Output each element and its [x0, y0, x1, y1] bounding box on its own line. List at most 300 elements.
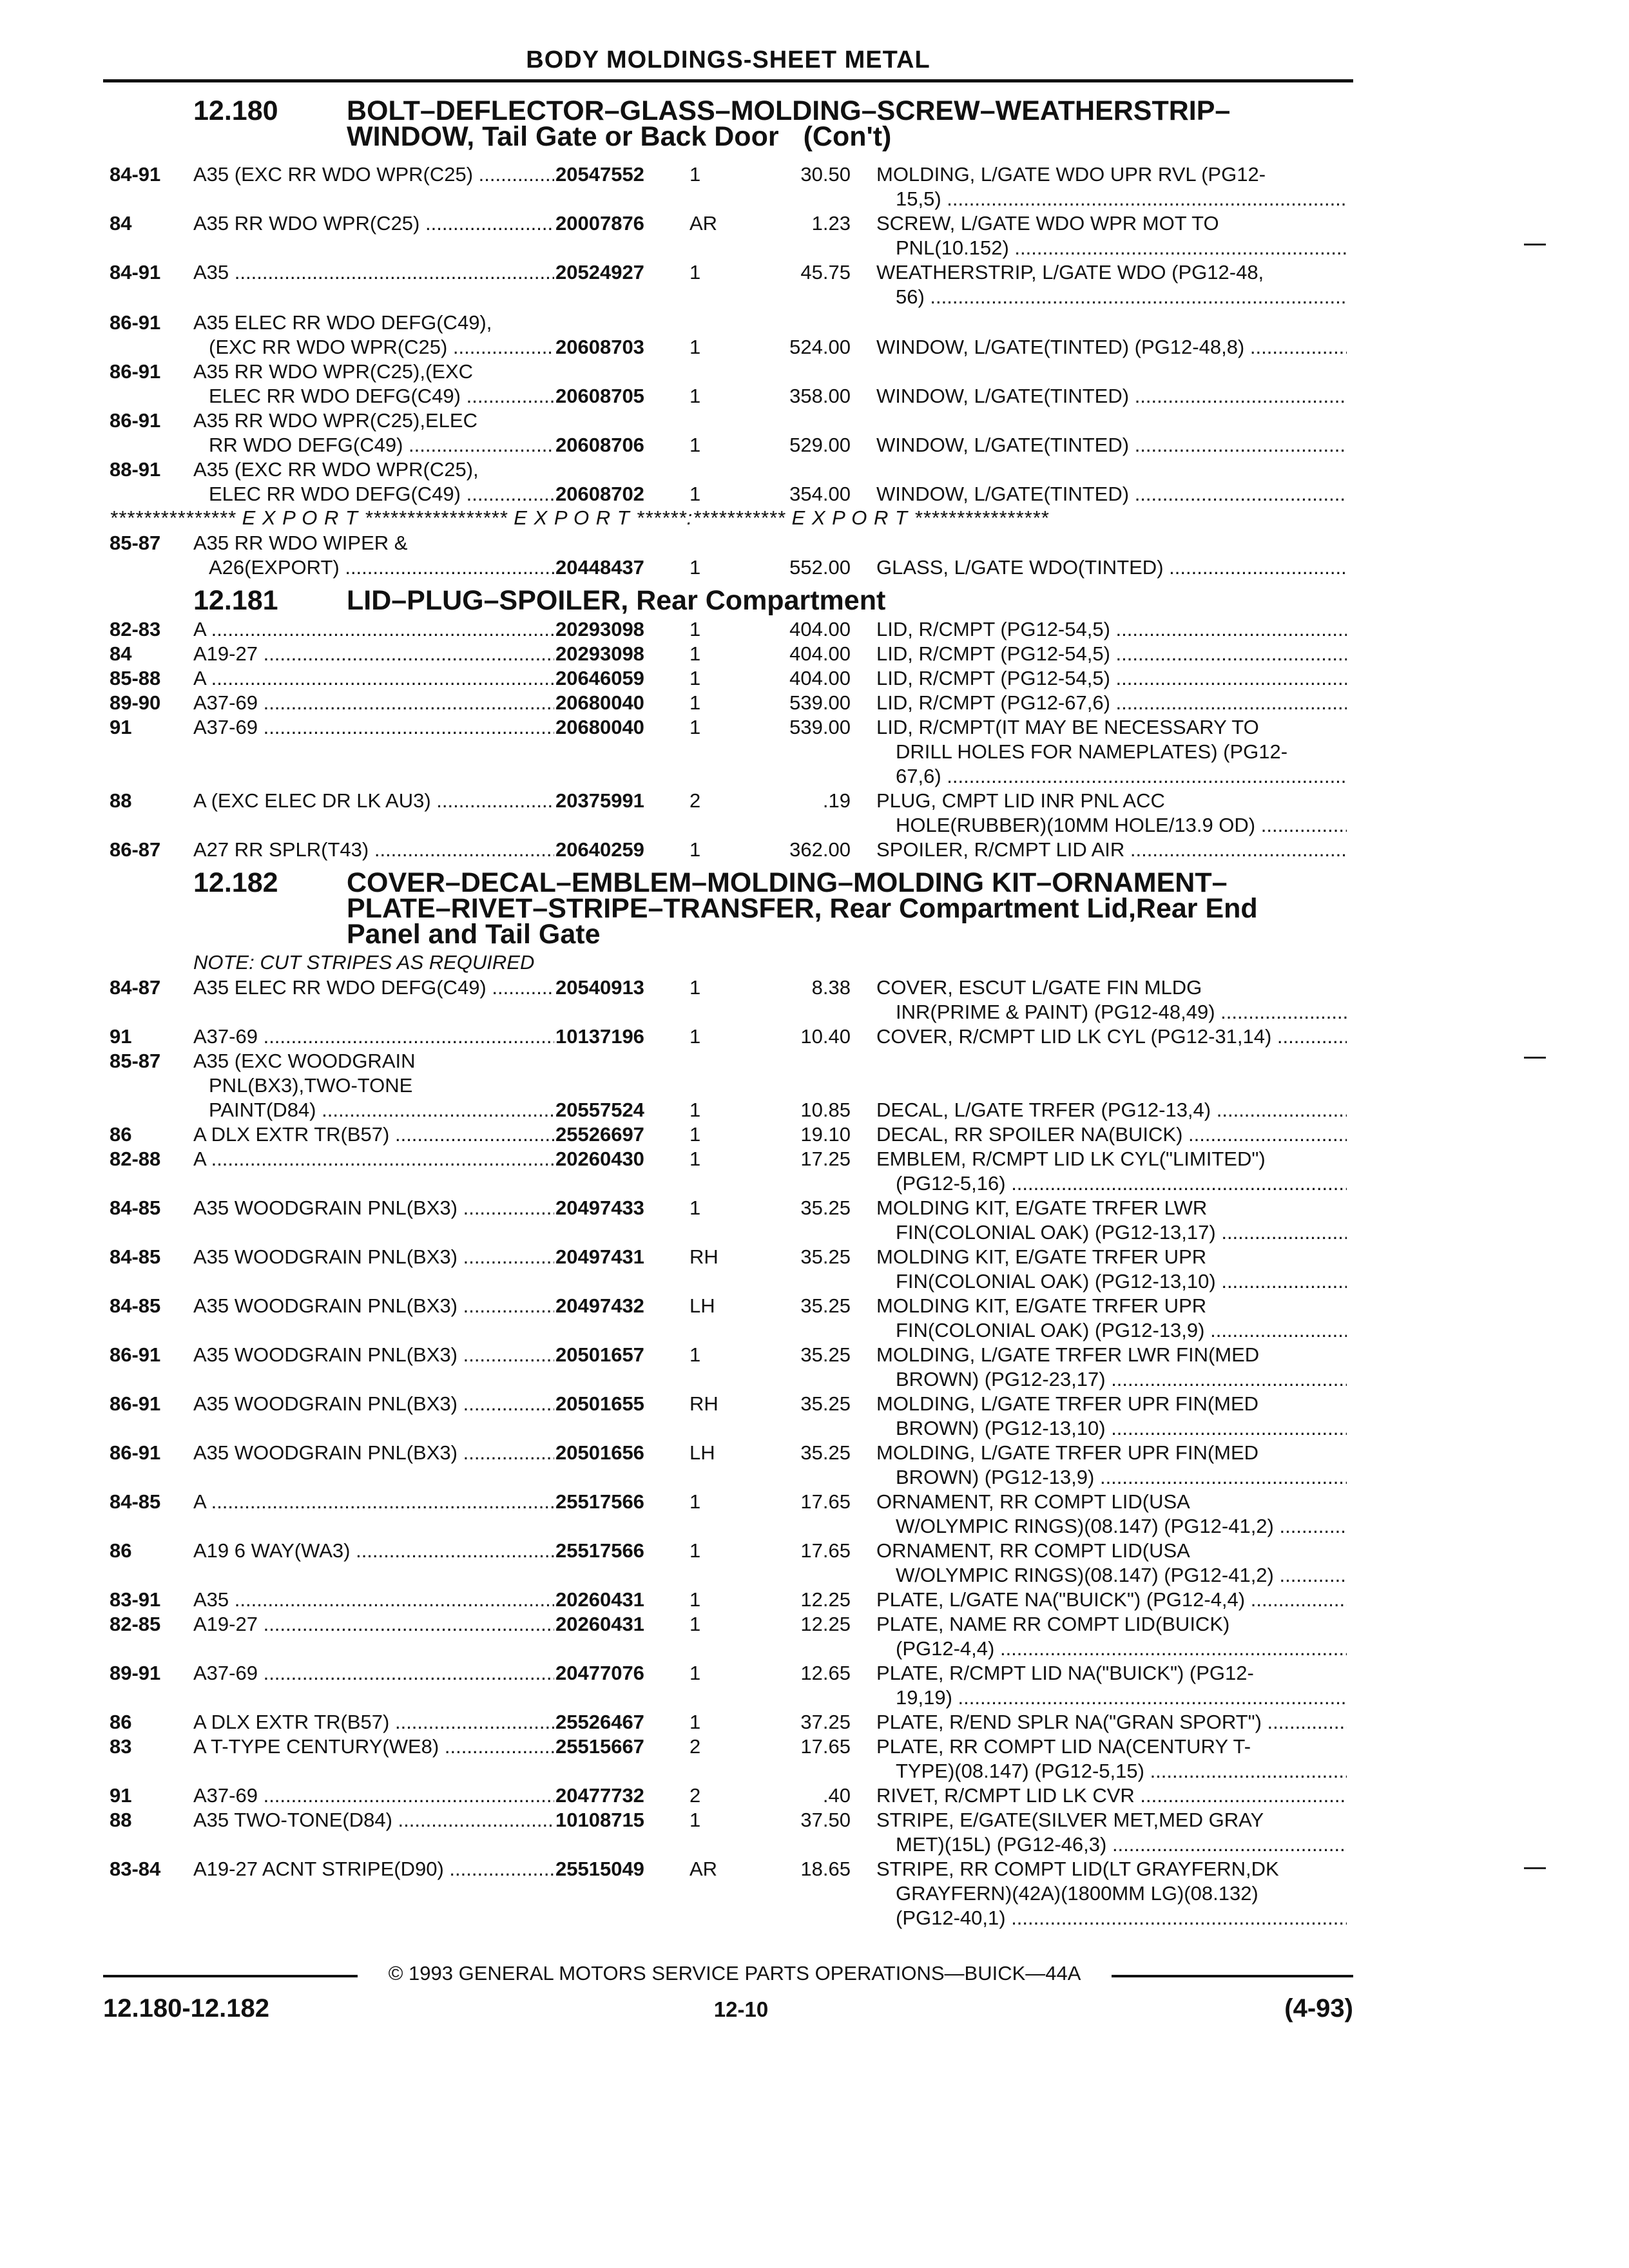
description-line: PLATE, R/END SPLR NA("GRAN SPORT") ..... — [876, 1710, 1347, 1735]
part-number: 20608703 — [555, 336, 644, 358]
model-years: 86 — [110, 1123, 132, 1146]
model-years: 84-85 — [110, 1245, 161, 1268]
application — [193, 1245, 554, 1269]
price: 12.65 — [800, 1662, 851, 1684]
application-line: A35 ..... — [193, 260, 554, 285]
model-years: 83 — [110, 1735, 132, 1758]
application-line: A35 (EXC WOODGRAIN — [193, 1050, 416, 1072]
section-note: NOTE: CUT STRIPES AS REQUIRED — [193, 951, 535, 974]
revision-date: (4-93) — [1284, 1994, 1353, 2023]
application — [193, 1539, 554, 1563]
model-years: 86-91 — [110, 409, 161, 432]
application — [193, 408, 554, 457]
section-number: 12.181 — [193, 585, 278, 616]
application-line: A (EXC ELEC DR LK AU3) ..... — [193, 789, 554, 813]
page-number: 12-10 — [713, 1997, 769, 2021]
description-line: TYPE)(08.147) (PG12-5,15) ..... — [896, 1759, 1347, 1783]
margin-mark — [1524, 244, 1546, 245]
description — [876, 1735, 1347, 1783]
part-number: 20293098 — [555, 642, 644, 665]
model-years: 91 — [110, 716, 132, 738]
application — [193, 1196, 554, 1220]
description-line: LID, R/CMPT(IT MAY BE NECESSARY TO — [876, 716, 1259, 738]
description — [876, 1294, 1347, 1343]
application-line: A26(EXPORT) ..... — [209, 555, 554, 580]
model-years: 86-91 — [110, 360, 161, 383]
application-line: A19-27 ACNT STRIPE(D90) ..... — [193, 1857, 554, 1881]
quantity: 1 — [689, 691, 701, 714]
price: 354.00 — [789, 483, 851, 505]
application-line: A19-27 ..... — [193, 1612, 554, 1637]
application-line: A35 RR WDO WPR(C25) ..... — [193, 211, 554, 236]
price: 30.50 — [800, 163, 851, 186]
description — [876, 715, 1347, 789]
model-years: 86-91 — [110, 1441, 161, 1464]
application-line: A35 WOODGRAIN PNL(BX3) ..... — [193, 1294, 554, 1318]
part-number: 25517566 — [555, 1539, 644, 1562]
application-line: A35 ..... — [193, 1588, 554, 1612]
section-title: LID–PLUG–SPOILER, Rear Compartment — [347, 585, 886, 616]
description — [876, 162, 1347, 211]
description-line: WEATHERSTRIP, L/GATE WDO (PG12-48, — [876, 261, 1264, 284]
application-line: A35 TWO-TONE(D84) ..... — [193, 1808, 554, 1832]
price: 8.38 — [811, 976, 851, 999]
price: 524.00 — [789, 336, 851, 358]
application-line: A19 6 WAY(WA3) ..... — [193, 1539, 554, 1563]
model-years: 84-91 — [110, 261, 161, 284]
model-years: 86-87 — [110, 838, 161, 861]
application — [193, 311, 554, 360]
price: 18.65 — [800, 1858, 851, 1880]
model-years: 88 — [110, 1809, 132, 1831]
description — [876, 1588, 1347, 1612]
description-line: BROWN) (PG12-13,9) ..... — [896, 1465, 1347, 1490]
price: 1.23 — [811, 212, 851, 235]
part-number: 20260431 — [555, 1613, 644, 1635]
description — [876, 555, 1347, 580]
application-line: A27 RR SPLR(T43) ..... — [193, 838, 554, 862]
quantity: 1 — [689, 976, 701, 999]
application-line: A DLX EXTR TR(B57) ..... — [193, 1710, 554, 1735]
application-line: A37-69 ..... — [193, 1783, 554, 1808]
model-years: 82-83 — [110, 618, 161, 640]
quantity: 1 — [689, 556, 701, 579]
quantity: 1 — [689, 434, 701, 456]
model-years: 83-91 — [110, 1588, 161, 1611]
description-line: SPOILER, R/CMPT LID AIR ..... — [876, 838, 1347, 862]
price: 404.00 — [789, 667, 851, 689]
description — [876, 1661, 1347, 1710]
description — [876, 1392, 1347, 1441]
quantity: 1 — [689, 1809, 701, 1831]
model-years: 84 — [110, 642, 132, 665]
application — [193, 1294, 554, 1318]
price: 35.25 — [800, 1196, 851, 1219]
quantity: 1 — [689, 385, 701, 407]
part-number: 20540913 — [555, 976, 644, 999]
copyright-notice: © 1993 GENERAL MOTORS SERVICE PARTS OPERATIONS—BUICK—44A — [388, 1962, 1081, 1984]
description-line: COVER, ESCUT L/GATE FIN MLDG — [876, 976, 1202, 999]
part-number: 25515667 — [555, 1735, 644, 1758]
description-line: PLATE, RR COMPT LID NA(CENTURY T- — [876, 1735, 1251, 1758]
quantity: 1 — [689, 1343, 701, 1366]
description-line: STRIPE, RR COMPT LID(LT GRAYFERN,DK — [876, 1858, 1279, 1880]
application — [193, 838, 554, 862]
price: 12.25 — [800, 1588, 851, 1611]
model-years: 84-85 — [110, 1294, 161, 1317]
page-title: BODY MOLDINGS-SHEET METAL — [103, 46, 1353, 82]
description-line: DRILL HOLES FOR NAMEPLATES) (PG12- — [896, 740, 1288, 763]
description-line: PLATE, R/CMPT LID NA("BUICK") (PG12- — [876, 1662, 1254, 1684]
price: 45.75 — [800, 261, 851, 284]
description — [876, 975, 1347, 1024]
description — [876, 1024, 1347, 1049]
description — [876, 1490, 1347, 1539]
application — [193, 1857, 554, 1881]
quantity: 1 — [689, 642, 701, 665]
quantity: 2 — [689, 789, 701, 812]
application-line: A T-TYPE CENTURY(WE8) ..... — [193, 1735, 554, 1759]
application — [193, 975, 554, 1000]
application — [193, 642, 554, 666]
price: 17.65 — [800, 1735, 851, 1758]
model-years: 83-84 — [110, 1858, 161, 1880]
description — [876, 1783, 1347, 1808]
description-line: 15,5) ..... — [896, 187, 1347, 211]
part-number: 20524927 — [555, 261, 644, 284]
application-line: A37-69 ..... — [193, 1024, 554, 1049]
price: 35.25 — [800, 1441, 851, 1464]
application — [193, 1588, 554, 1612]
description-line: WINDOW, L/GATE(TINTED) ..... — [876, 482, 1347, 506]
model-years: 85-88 — [110, 667, 161, 689]
application — [193, 1808, 554, 1832]
footer-rule-right — [1112, 1975, 1353, 1977]
part-number: 20448437 — [555, 556, 644, 579]
description-line: BROWN) (PG12-23,17) ..... — [896, 1367, 1347, 1392]
model-years: 84-91 — [110, 163, 161, 186]
application — [193, 1490, 554, 1514]
application-line: A35 RR WDO WPR(C25),(EXC — [193, 360, 474, 383]
application-line: A35 (EXC RR WDO WPR(C25), — [193, 458, 479, 481]
description — [876, 1343, 1347, 1392]
description — [876, 211, 1347, 260]
part-number: 10108715 — [555, 1809, 644, 1831]
application-line: ELEC RR WDO DEFG(C49) ..... — [209, 384, 554, 408]
application — [193, 715, 554, 740]
description-line: ORNAMENT, RR COMPT LID(USA — [876, 1490, 1190, 1513]
application — [193, 1735, 554, 1759]
part-number: 25526467 — [555, 1711, 644, 1733]
price: 17.65 — [800, 1539, 851, 1562]
application-line: A ..... — [193, 617, 554, 642]
application-line: A35 WOODGRAIN PNL(BX3) ..... — [193, 1441, 554, 1465]
part-number: 20260431 — [555, 1588, 644, 1611]
application — [193, 617, 554, 642]
application — [193, 691, 554, 715]
quantity: 1 — [689, 667, 701, 689]
description — [876, 335, 1347, 360]
description-line: FIN(COLONIAL OAK) (PG12-13,10) ..... — [896, 1269, 1347, 1294]
description — [876, 384, 1347, 408]
part-number: 20547552 — [555, 163, 644, 186]
description-line: COVER, R/CMPT LID LK CYL (PG12-31,14) ..... — [876, 1024, 1347, 1049]
part-number: 20501657 — [555, 1343, 644, 1366]
description-line: MOLDING, L/GATE TRFER UPR FIN(MED — [876, 1392, 1259, 1415]
description-line: MET)(15L) (PG12-46,3) ..... — [896, 1832, 1347, 1857]
application-line: A35 WOODGRAIN PNL(BX3) ..... — [193, 1343, 554, 1367]
part-number: 20007876 — [555, 212, 644, 235]
quantity: 1 — [689, 336, 701, 358]
section-number: 12.182 — [193, 867, 278, 898]
part-number: 20608706 — [555, 434, 644, 456]
model-years: 86 — [110, 1539, 132, 1562]
price: 17.25 — [800, 1148, 851, 1170]
quantity: LH — [689, 1441, 715, 1464]
application-line: A35 RR WDO WPR(C25),ELEC — [193, 409, 477, 432]
description-line: MOLDING KIT, E/GATE TRFER LWR — [876, 1196, 1208, 1219]
application-line: A35 ELEC RR WDO DEFG(C49), — [193, 311, 492, 334]
description-line: WINDOW, L/GATE(TINTED) ..... — [876, 384, 1347, 408]
part-number: 25526697 — [555, 1123, 644, 1146]
description-line: WINDOW, L/GATE(TINTED) (PG12-48,8) ..... — [876, 335, 1347, 360]
section-title: BOLT–DEFLECTOR–GLASS–MOLDING–SCREW–WEATHERSTRIP– WINDOW, Tail Gate or Back Door (Con't) — [347, 95, 1231, 152]
part-number: 20680040 — [555, 691, 644, 714]
application — [193, 666, 554, 691]
application-line: PAINT(D84) ..... — [209, 1098, 554, 1122]
description-line: MOLDING, L/GATE WDO UPR RVL (PG12- — [876, 163, 1266, 186]
model-years: 86-91 — [110, 311, 161, 334]
application-line: A37-69 ..... — [193, 715, 554, 740]
model-years: 88-91 — [110, 458, 161, 481]
quantity: 1 — [689, 1662, 701, 1684]
application — [193, 1710, 554, 1735]
description — [876, 1857, 1347, 1930]
part-number: 20501655 — [555, 1392, 644, 1415]
price: .40 — [822, 1784, 851, 1807]
application — [193, 211, 554, 236]
application — [193, 1147, 554, 1171]
description-line: STRIPE, E/GATE(SILVER MET,MED GRAY — [876, 1809, 1264, 1831]
margin-mark — [1524, 1057, 1546, 1059]
application — [193, 162, 554, 187]
price: 37.50 — [800, 1809, 851, 1831]
description — [876, 691, 1347, 715]
application-line: ELEC RR WDO DEFG(C49) ..... — [209, 482, 554, 506]
description-line: (PG12-5,16) ..... — [896, 1171, 1347, 1196]
quantity: 1 — [689, 1099, 701, 1121]
application-line: (EXC RR WDO WPR(C25) ..... — [209, 335, 554, 360]
description-line: LID, R/CMPT (PG12-54,5) ..... — [876, 617, 1347, 642]
quantity: 1 — [689, 261, 701, 284]
application — [193, 789, 554, 813]
description-line: MOLDING KIT, E/GATE TRFER UPR — [876, 1294, 1207, 1317]
description-line: MOLDING KIT, E/GATE TRFER UPR — [876, 1245, 1207, 1268]
part-number: 20680040 — [555, 716, 644, 738]
price: 404.00 — [789, 642, 851, 665]
price: 10.85 — [800, 1099, 851, 1121]
price: 539.00 — [789, 716, 851, 738]
description-line: (PG12-4,4) ..... — [896, 1637, 1347, 1661]
model-years: 84-85 — [110, 1490, 161, 1513]
description — [876, 1196, 1347, 1245]
part-number: 20477732 — [555, 1784, 644, 1807]
price: 35.25 — [800, 1294, 851, 1317]
description-line: BROWN) (PG12-13,10) ..... — [896, 1416, 1347, 1441]
application — [193, 1024, 554, 1049]
part-number: 20497433 — [555, 1196, 644, 1219]
application — [193, 360, 554, 408]
price: 552.00 — [789, 556, 851, 579]
part-number: 20293098 — [555, 618, 644, 640]
application-line: A35 WOODGRAIN PNL(BX3) ..... — [193, 1392, 554, 1416]
description — [876, 1539, 1347, 1588]
description-line: W/OLYMPIC RINGS)(08.147) (PG12-41,2) ..... — [896, 1563, 1347, 1588]
part-number: 20497431 — [555, 1245, 644, 1268]
part-number: 25515049 — [555, 1858, 644, 1880]
quantity: 1 — [689, 716, 701, 738]
part-number: 20646059 — [555, 667, 644, 689]
description — [876, 1122, 1347, 1147]
application — [193, 531, 554, 580]
description — [876, 433, 1347, 457]
description-line: FIN(COLONIAL OAK) (PG12-13,17) ..... — [896, 1220, 1347, 1245]
description — [876, 666, 1347, 691]
part-number: 25517566 — [555, 1490, 644, 1513]
margin-mark — [1524, 1867, 1546, 1869]
part-number: 20557524 — [555, 1099, 644, 1121]
quantity: RH — [689, 1245, 718, 1268]
part-number: 20260430 — [555, 1148, 644, 1170]
description — [876, 642, 1347, 666]
application — [193, 457, 554, 506]
price: 12.25 — [800, 1613, 851, 1635]
description — [876, 1612, 1347, 1661]
quantity: 1 — [689, 483, 701, 505]
description-line: DECAL, RR SPOILER NA(BUICK) ..... — [876, 1122, 1347, 1147]
application — [193, 1441, 554, 1465]
description-line: ORNAMENT, RR COMPT LID(USA — [876, 1539, 1190, 1562]
model-years: 85-87 — [110, 532, 161, 554]
model-years: 88 — [110, 789, 132, 812]
application-line: A35 WOODGRAIN PNL(BX3) ..... — [193, 1245, 554, 1269]
part-number: 20608705 — [555, 385, 644, 407]
description-line: FIN(COLONIAL OAK) (PG12-13,9) ..... — [896, 1318, 1347, 1343]
description-line: LID, R/CMPT (PG12-54,5) ..... — [876, 642, 1347, 666]
description-line: PLUG, CMPT LID INR PNL ACC — [876, 789, 1165, 812]
description-line: INR(PRIME & PAINT) (PG12-48,49) ..... — [896, 1000, 1347, 1024]
application-line: A37-69 ..... — [193, 691, 554, 715]
part-number: 20640259 — [555, 838, 644, 861]
application — [193, 1392, 554, 1416]
quantity: AR — [689, 212, 718, 235]
description-line: 19,19) ..... — [896, 1686, 1347, 1710]
description-line: WINDOW, L/GATE(TINTED) ..... — [876, 433, 1347, 457]
quantity: 1 — [689, 1148, 701, 1170]
quantity: 2 — [689, 1735, 701, 1758]
description-line: EMBLEM, R/CMPT LID LK CYL("LIMITED") — [876, 1148, 1266, 1170]
description — [876, 789, 1347, 838]
application — [193, 1783, 554, 1808]
application-line: A ..... — [193, 1490, 554, 1514]
description-line: PLATE, L/GATE NA("BUICK") (PG12-4,4) ..... — [876, 1588, 1347, 1612]
application — [193, 1343, 554, 1367]
description-line: (PG12-40,1) ..... — [896, 1906, 1347, 1930]
quantity: 1 — [689, 838, 701, 861]
part-number: 10137196 — [555, 1025, 644, 1048]
quantity: 2 — [689, 1784, 701, 1807]
description — [876, 1808, 1347, 1857]
model-years: 86-91 — [110, 1392, 161, 1415]
description — [876, 1147, 1347, 1196]
application — [193, 1122, 554, 1147]
application — [193, 260, 554, 285]
quantity: 1 — [689, 618, 701, 640]
part-number: 20497432 — [555, 1294, 644, 1317]
quantity: LH — [689, 1294, 715, 1317]
model-years: 84 — [110, 212, 132, 235]
description-line: SCREW, L/GATE WDO WPR MOT TO — [876, 212, 1219, 235]
model-years: 84-85 — [110, 1196, 161, 1219]
application — [193, 1661, 554, 1686]
description-line: W/OLYMPIC RINGS)(08.147) (PG12-41,2) ..... — [896, 1514, 1347, 1539]
section-title: COVER–DECAL–EMBLEM–MOLDING–MOLDING KIT–ORNAMENT– PLATE–RIVET–STRIPE–TRANSFER, Rear Compartment Lid,Rear End Panel and Tail Gate — [347, 867, 1258, 950]
price: 17.65 — [800, 1490, 851, 1513]
footer-rule-left — [103, 1975, 358, 1977]
description-line: RIVET, R/CMPT LID LK CVR ..... — [876, 1783, 1347, 1808]
description — [876, 1245, 1347, 1294]
application-line: A37-69 ..... — [193, 1661, 554, 1686]
price: 19.10 — [800, 1123, 851, 1146]
model-years: 89-91 — [110, 1662, 161, 1684]
application-line: A ..... — [193, 666, 554, 691]
application-line: A35 RR WDO WIPER & — [193, 532, 408, 554]
quantity: 1 — [689, 1025, 701, 1048]
description — [876, 482, 1347, 506]
price: 362.00 — [789, 838, 851, 861]
description — [876, 617, 1347, 642]
model-years: 86-91 — [110, 1343, 161, 1366]
quantity: 1 — [689, 163, 701, 186]
model-years: 82-88 — [110, 1148, 161, 1170]
export-separator: *************** E X P O R T ***************** E X P O R T ******:*********** E X P O R T **************** — [110, 506, 1049, 529]
model-years: 85-87 — [110, 1050, 161, 1072]
part-number: 20608702 — [555, 483, 644, 505]
description-line: PNL(10.152) ..... — [896, 236, 1347, 260]
price: .19 — [822, 789, 851, 812]
application-line: A ..... — [193, 1147, 554, 1171]
quantity: 1 — [689, 1123, 701, 1146]
description-line: GRAYFERN)(42A)(1800MM LG)(08.132) — [896, 1882, 1258, 1905]
quantity: AR — [689, 1858, 718, 1880]
model-years: 91 — [110, 1784, 132, 1807]
description-line: PLATE, NAME RR COMPT LID(BUICK) — [876, 1613, 1230, 1635]
price: 35.25 — [800, 1392, 851, 1415]
description-line: LID, R/CMPT (PG12-67,6) ..... — [876, 691, 1347, 715]
part-number: 20375991 — [555, 789, 644, 812]
part-number: 20501656 — [555, 1441, 644, 1464]
part-number: 20477076 — [555, 1662, 644, 1684]
model-years: 91 — [110, 1025, 132, 1048]
description — [876, 1441, 1347, 1490]
application — [193, 1612, 554, 1637]
quantity: RH — [689, 1392, 718, 1415]
application-line: A35 ELEC RR WDO DEFG(C49) ..... — [193, 975, 554, 1000]
description — [876, 260, 1347, 309]
description-line: HOLE(RUBBER)(10MM HOLE/13.9 OD) ..... — [896, 813, 1347, 838]
application-line: A DLX EXTR TR(B57) ..... — [193, 1122, 554, 1147]
application-line: PNL(BX3),TWO-TONE — [209, 1074, 413, 1097]
